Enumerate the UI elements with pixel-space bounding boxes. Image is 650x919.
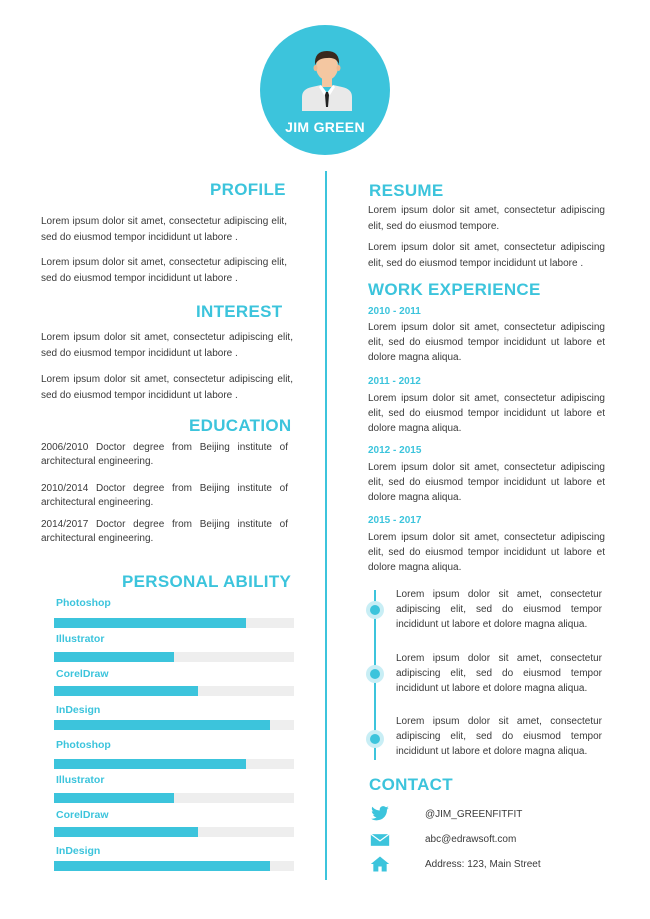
- skill-bar-fill: [54, 827, 198, 837]
- work-description: Lorem ipsum dolor sit amet, consectetur adipiscing elit, sed do eiusmod tempor incididunt ut labore et dolore magna aliqua.: [368, 532, 605, 573]
- skill-label: CorelDraw: [56, 809, 109, 821]
- work-years: 2011 - 2012: [368, 376, 421, 387]
- skill-bar: [54, 652, 294, 662]
- profile-heading: PROFILE: [210, 180, 286, 199]
- work-description: Lorem ipsum dolor sit amet, consectetur adipiscing elit, sed do eiusmod tempor incididunt ut labore et dolore magna aliqua.: [368, 322, 605, 363]
- resume-paragraph-1: Lorem ipsum dolor sit amet, consectetur adipiscing elit, sed do eiusmod tempore.: [368, 205, 605, 232]
- skill-bar-fill: [54, 652, 174, 662]
- avatar-circle: [260, 25, 390, 155]
- resume-heading: RESUME: [369, 181, 444, 200]
- work-description: Lorem ipsum dolor sit amet, consectetur adipiscing elit, sed do eiusmod tempor incididunt ut labore et dolore magna aliqua.: [368, 462, 605, 503]
- skill-bar-fill: [54, 618, 246, 628]
- skill-bar: [54, 618, 294, 628]
- profile-paragraph-1: Lorem ipsum dolor sit amet, consectetur adipiscing elit, sed do eiusmod tempor incididunt ut labore .: [41, 216, 287, 243]
- timeline-item: Lorem ipsum dolor sit amet, consectetur adipiscing elit, sed do eiusmod tempor incididunt ut labore et dolore magna aliqua.: [396, 716, 602, 757]
- interest-paragraph-1: Lorem ipsum dolor sit amet, consectetur adipiscing elit, sed do eiusmod tempor incididunt ut labore .: [41, 332, 293, 359]
- column-divider: [325, 171, 327, 880]
- timeline-item: Lorem ipsum dolor sit amet, consectetur adipiscing elit, sed do eiusmod tempor incididunt ut labore et dolore magna aliqua.: [396, 589, 602, 630]
- twitter-icon: [370, 806, 390, 822]
- skill-label: Illustrator: [56, 633, 105, 645]
- skill-label: CorelDraw: [56, 668, 109, 680]
- timeline-dot: [366, 730, 384, 748]
- contact-heading: CONTACT: [369, 775, 453, 794]
- education-item-2: 2010/2014 Doctor degree from Beijing institute of architectural engineering.: [41, 483, 288, 508]
- education-heading: EDUCATION: [189, 416, 292, 435]
- skill-bar-fill: [54, 686, 198, 696]
- skill-bar-fill: [54, 720, 270, 730]
- home-icon: [370, 855, 390, 873]
- timeline-item: Lorem ipsum dolor sit amet, consectetur adipiscing elit, sed do eiusmod tempor incididunt ut labore et dolore magna aliqua.: [396, 653, 602, 694]
- interest-paragraph-2: Lorem ipsum dolor sit amet, consectetur adipiscing elit, sed do eiusmod tempor incididunt ut labore .: [41, 374, 293, 401]
- work-experience-heading: WORK EXPERIENCE: [368, 280, 541, 299]
- work-years: 2012 - 2015: [368, 445, 422, 456]
- timeline-dot: [366, 601, 384, 619]
- timeline-dot: [366, 665, 384, 683]
- skill-label: InDesign: [56, 845, 101, 857]
- skill-bar: [54, 720, 294, 730]
- twitter-handle: @JIM_GREENFITFIT: [425, 809, 523, 820]
- resume-paragraph-2: Lorem ipsum dolor sit amet, consectetur adipiscing elit, sed do eiusmod tempor incididunt ut labore .: [368, 242, 605, 269]
- skill-bar-fill: [54, 793, 174, 803]
- interest-heading: INTEREST: [196, 302, 283, 321]
- skill-bar: [54, 793, 294, 803]
- email-address: abc@edrawsoft.com: [425, 834, 517, 845]
- email-icon: [370, 832, 390, 848]
- skill-bar-fill: [54, 861, 270, 871]
- work-description: Lorem ipsum dolor sit amet, consectetur adipiscing elit, sed do eiusmod tempor incididunt ut labore et dolore magna aliqua.: [368, 393, 605, 434]
- person-name: JIM GREEN: [285, 119, 365, 135]
- education-item-3: 2014/2017 Doctor degree from Beijing institute of architectural engineering.: [41, 519, 288, 544]
- skill-label: InDesign: [56, 704, 101, 716]
- work-years: 2015 - 2017: [368, 515, 422, 526]
- skill-bar: [54, 759, 294, 769]
- skill-bar: [54, 827, 294, 837]
- skill-bar: [54, 861, 294, 871]
- work-years: 2010 - 2011: [368, 306, 421, 317]
- street-address: Address: 123, Main Street: [425, 859, 541, 870]
- education-item-1: 2006/2010 Doctor degree from Beijing institute of architectural engineering.: [41, 442, 288, 467]
- person-avatar-icon: [300, 47, 354, 111]
- skill-label: Photoshop: [56, 597, 111, 609]
- personal-ability-heading: PERSONAL ABILITY: [122, 572, 292, 591]
- profile-paragraph-2: Lorem ipsum dolor sit amet, consectetur adipiscing elit, sed do eiusmod tempor incididunt ut labore .: [41, 257, 287, 284]
- skill-bar: [54, 686, 294, 696]
- skill-label: Illustrator: [56, 774, 105, 786]
- skill-bar-fill: [54, 759, 246, 769]
- skill-label: Photoshop: [56, 739, 111, 751]
